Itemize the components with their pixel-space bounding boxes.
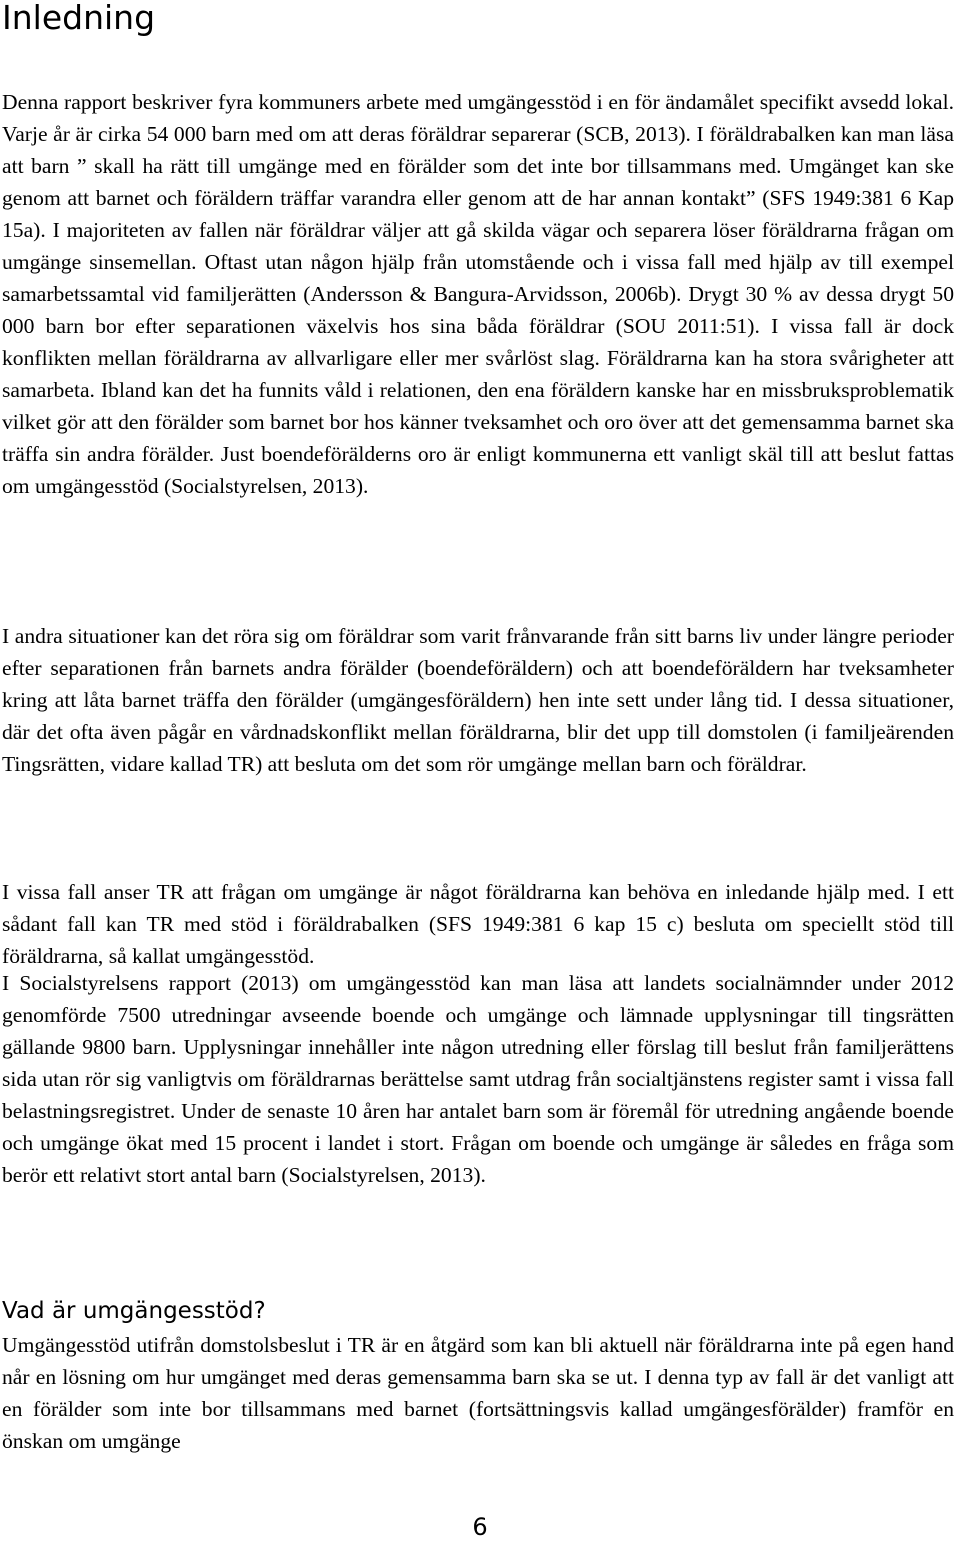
subsection-heading-vad-ar-umgangesstod: Vad är umgängesstöd?	[2, 1298, 266, 1324]
paragraph-intro: Denna rapport beskriver fyra kommuners arbete med umgängesstöd i en för ändamålet specifikt avsedd lokal. Varje år är cirka 54 000 barn med om att deras föräldrar separerar (SCB, 2013). I föräldrabalken kan man läsa att barn ” skall ha rätt till umgänge med en förälder som det inte bor tillsammans med. Umgänget kan ske genom att barnet och föräldern träffar varandra eller genom att de har annan kontakt” (SFS 1949:381 6 Kap 15a). I majoriteten av fallen när föräldrar väljer att gå skilda vägar och separera löser föräldrarna frågan om umgänge sinsemellan. Oftast utan någon hjälp från utomstående och i vissa fall med hjälp av till exempel samarbetssamtal vid familjerätten (Andersson & Bangura-Arvidsson, 2006b). Drygt 30 % av dessa drygt 50 000 barn bor efter separationen växelvis hos sina båda föräldrar (SOU 2011:51). I vissa fall är dock konflikten mellan föräldrarna av allvarligare eller mer svårlöst slag. Föräldrarna kan ha stora svårigheter att samarbeta. Ibland kan det ha funnits våld i relationen, den ena föräldern kanske har en missbruksproblematik vilket gör att den förälder som barnet bor hos känner tveksamhet och oro över att det gemensamma barnet ska träffa sin andra förälder. Just boendeförälderns oro är enligt kommunerna ett vanligt skäl till att beslut fattas om umgängesstöd (Socialstyrelsen, 2013).	[2, 90, 954, 498]
section-heading-inledning: Inledning	[2, 0, 156, 37]
paragraph-absent-parents: I andra situationer kan det röra sig om föräldrar som varit frånvarande från sitt barns liv under längre perioder efter separationen från barnets andra förälder (boendeföräldern) och att boendeföräldern har tveksamheter kring att låta barnet träffa den förälder (umgängesföräldern) hen inte sett under lång tid. I dessa situationer, där det ofta även pågår en vårdnadskonflikt mellan föräldrarna, blir det upp till domstolen (i familjeärenden Tingsrätten, vidare kallad TR) att besluta om det som rör umgänge mellan barn och föräldrar.	[2, 624, 954, 776]
paragraph-umgangesstod-definition: Umgängesstöd utifrån domstolsbeslut i TR är en åtgärd som kan bli aktuell när föräldrarna inte på egen hand når en lösning om hur umgänget med deras gemensamma barn ska se ut. I denna typ av fall är det vanligt att en förälder som inte bor tillsammans med barnet (fortsättningsvis kallad umgängesförälder) framför en önskan om umgänge	[2, 1333, 954, 1453]
page-number: 6	[472, 1513, 488, 1541]
paragraph-court-decision: I vissa fall anser TR att frågan om umgänge är något föräldrarna kan behöva en inledande hjälp med. I ett sådant fall kan TR med stöd i föräldrabalken (SFS 1949:381 6 kap 15 c) besluta om speciellt stöd till föräldrarna, så kallat umgängesstöd.	[2, 880, 954, 968]
paragraph-socialstyrelsen-report: I Socialstyrelsens rapport (2013) om umgängesstöd kan man läsa att landets socialnämnder under 2012 genomförde 7500 utredningar avseende boende och umgänge och lämnade upplysningar till tingsrätten gällande 9800 barn. Upplysningar innehåller inte någon utredning eller förslag till beslut från familjerättens sida utan rör sig vanligtvis om föräldrarnas berättelse samt utdrag från socialtjänstens register samt i vissa fall belastningsregistret. Under de senaste 10 åren har antalet barn som är föremål för utredning angående boende och umgänge ökat med 15 procent i landet i stort. Frågan om boende och umgänge är således en fråga som berör ett relativt stort antal barn (Socialstyrelsen, 2013).	[2, 971, 954, 1187]
